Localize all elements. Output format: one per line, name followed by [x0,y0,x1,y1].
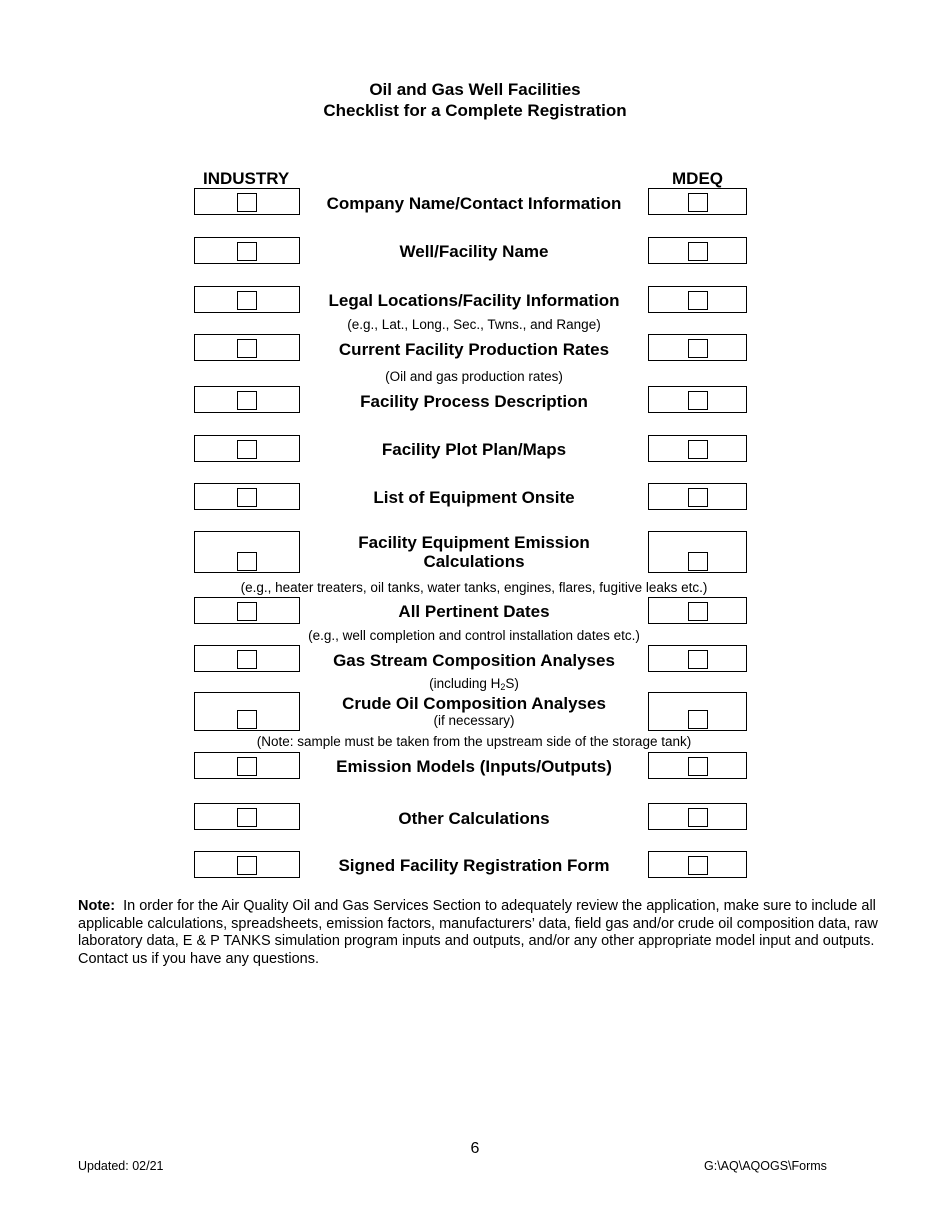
updated-date: Updated: 02/21 [78,1159,164,1173]
checkbox-square [688,602,708,621]
mdeq-checkbox-company-name[interactable] [648,188,747,215]
industry-checkbox-gas-stream[interactable] [194,645,300,672]
industry-checkbox-other-calculations[interactable] [194,803,300,830]
checkbox-square [688,291,708,310]
industry-checkbox-signed-form[interactable] [194,851,300,878]
page-subtitle: Checklist for a Complete Registration [323,101,627,120]
checkbox-square [688,242,708,261]
mdeq-checkbox-equipment-onsite[interactable] [648,483,747,510]
mdeq-checkbox-other-calculations[interactable] [648,803,747,830]
industry-checkbox-company-name[interactable] [194,188,300,215]
industry-checkbox-plot-plan[interactable] [194,435,300,462]
item-label-emission-calculations-line1: Facility Equipment Emission [358,533,590,552]
note-text: S) [505,676,519,691]
mdeq-checkbox-process-description[interactable] [648,386,747,413]
item-label-crude-oil: Crude Oil Composition Analyses [342,694,606,713]
checkbox-square [237,440,257,459]
checkbox-square [688,488,708,507]
industry-checkbox-well-name[interactable] [194,237,300,264]
checkbox-square [237,391,257,410]
page-number: 6 [470,1140,480,1157]
note-paragraph [78,898,878,968]
item-label-well-name: Well/Facility Name [399,242,549,261]
item-label-process-description: Facility Process Description [360,392,588,411]
checkbox-square [237,808,257,827]
industry-checkbox-emission-models[interactable] [194,752,300,779]
item-label-pertinent-dates: All Pertinent Dates [398,602,550,621]
industry-checkbox-pertinent-dates[interactable] [194,597,300,624]
item-label-gas-stream: Gas Stream Composition Analyses [333,651,615,670]
mdeq-checkbox-emission-calculations[interactable] [648,531,747,573]
checkbox-square [237,602,257,621]
mdeq-checkbox-well-name[interactable] [648,237,747,264]
industry-checkbox-production-rates[interactable] [194,334,300,361]
mdeq-checkbox-plot-plan[interactable] [648,435,747,462]
mdeq-checkbox-pertinent-dates[interactable] [648,597,747,624]
checkbox-square [688,808,708,827]
checkbox-square [237,242,257,261]
note-label: Note: [78,898,116,914]
item-label-production-rates: Current Facility Production Rates [338,340,610,359]
item-label-plot-plan: Facility Plot Plan/Maps [381,440,567,459]
checkbox-square [237,291,257,310]
item-label-emission-calculations-line2: Calculations [423,552,525,571]
industry-checkbox-legal-locations[interactable] [194,286,300,313]
checkbox-square [237,757,257,776]
mdeq-checkbox-gas-stream[interactable] [648,645,747,672]
checkbox-square [688,552,708,571]
industry-checkbox-process-description[interactable] [194,386,300,413]
checkbox-square [688,650,708,669]
item-note-legal-locations: (e.g., Lat., Long., Sec., Twns., and Range) [347,317,601,332]
item-label-emission-models: Emission Models (Inputs/Outputs) [336,757,612,776]
industry-checkbox-equipment-onsite[interactable] [194,483,300,510]
item-note-production-rates: (Oil and gas production rates) [385,369,563,384]
item-label-equipment-onsite: List of Equipment Onsite [373,488,575,507]
checkbox-square [237,552,257,571]
industry-checkbox-emission-calculations[interactable] [194,531,300,573]
mdeq-column-header: MDEQ [672,169,723,188]
industry-column-header: INDUSTRY [203,169,290,188]
item-label-other-calculations: Other Calculations [398,809,550,828]
checkbox-square [688,757,708,776]
checkbox-square [688,391,708,410]
mdeq-checkbox-legal-locations[interactable] [648,286,747,313]
file-path: G:\AQ\AQOGS\Forms [704,1159,827,1173]
item-note2-crude-oil: (Note: sample must be taken from the upstream side of the storage tank) [256,734,692,749]
item-label-company-name: Company Name/Contact Information [326,194,622,213]
note-text: (including H [429,676,501,691]
item-label-signed-form: Signed Facility Registration Form [338,856,610,875]
mdeq-checkbox-emission-models[interactable] [648,752,747,779]
note-text: In order for the Air Quality Oil and Gas Services Section to adequately review the application, make sure to include all applicable calculations, spreadsheets, emission factors, manufacturers’ data, field gas and/or crude oil composition data, raw laboratory data, E & P TANKS simulation program inputs and outputs, and/or any other appropriate model input and outputs. Contact us if you have any questions. [78,898,878,967]
checkbox-square [688,440,708,459]
item-note-pertinent-dates: (e.g., well completion and control installation dates etc.) [308,628,640,643]
checkbox-square [237,193,257,212]
checkbox-square [237,339,257,358]
mdeq-checkbox-signed-form[interactable] [648,851,747,878]
item-note-crude-oil: (if necessary) [433,713,515,728]
checkbox-square [237,856,257,875]
page-title: Oil and Gas Well Facilities [369,80,581,99]
item-label-legal-locations: Legal Locations/Facility Information [328,291,620,310]
checkbox-square [688,339,708,358]
checkbox-square [688,193,708,212]
subscript: 2 [500,682,506,692]
mdeq-checkbox-production-rates[interactable] [648,334,747,361]
item-note-emission-calculations: (e.g., heater treaters, oil tanks, water tanks, engines, flares, fugitive leaks etc.) [240,580,708,595]
checkbox-square [237,650,257,669]
checkbox-square [237,488,257,507]
checkbox-square [688,856,708,875]
